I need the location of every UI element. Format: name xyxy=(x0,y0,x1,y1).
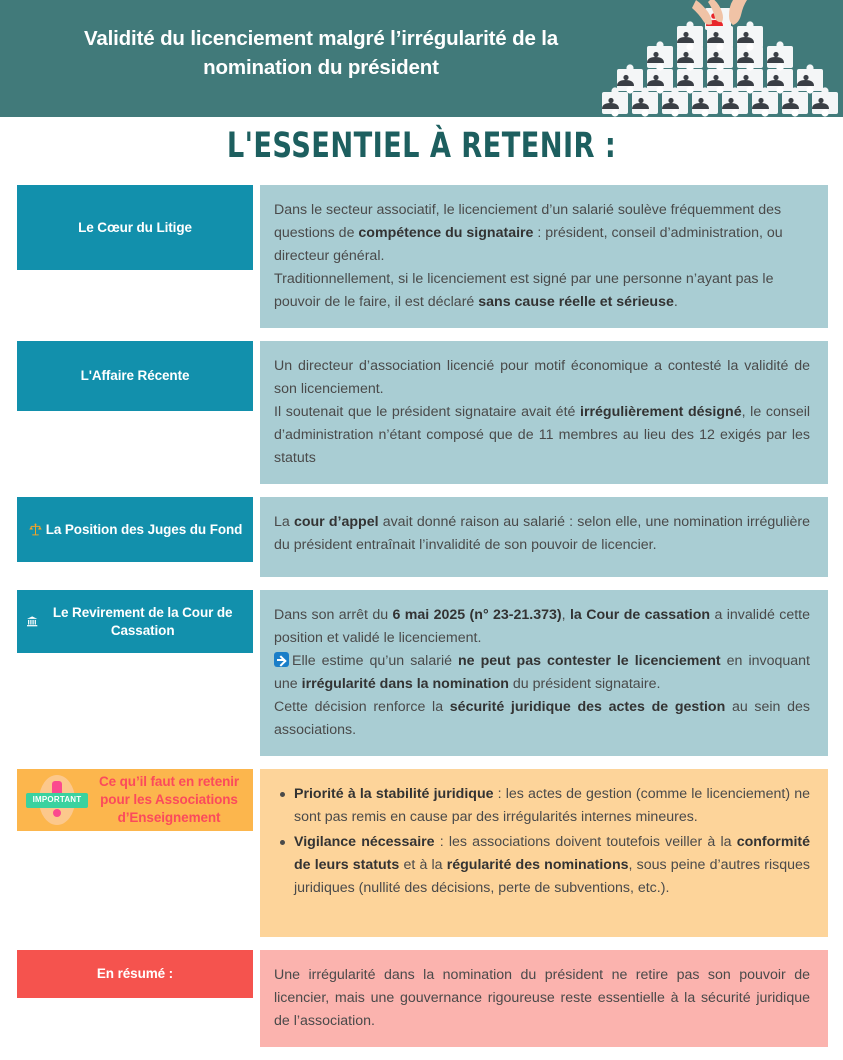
row-affaire-recente xyxy=(0,341,843,484)
paragraph xyxy=(274,199,810,268)
paragraph xyxy=(274,964,810,1033)
row-label-text: Ce qu’il faut en retenir pour les Associations d’Enseignement xyxy=(98,774,240,825)
row-body xyxy=(260,341,828,484)
paragraph xyxy=(274,511,810,557)
important-badge-icon xyxy=(26,774,88,826)
paragraph xyxy=(274,604,810,650)
blue-arrow-icon xyxy=(274,652,289,667)
header-banner xyxy=(0,0,843,117)
text-run-bold: 6 mai 2025 (n° 23-21.373) xyxy=(392,607,562,623)
text-run: : les associations doivent toutefois veiller à la xyxy=(434,834,737,850)
text-run-bold: cour d’appel xyxy=(293,514,379,530)
row-label xyxy=(17,341,253,411)
row-position-juges-du-fond xyxy=(0,497,843,577)
text-run: au sein des associations. xyxy=(274,699,810,738)
text-run: Cette décision renforce la xyxy=(274,699,450,715)
list-item xyxy=(294,783,810,829)
text-run-bold: régularité des nominations xyxy=(446,857,629,873)
text-run: et à la xyxy=(399,857,447,873)
text-run: , xyxy=(561,607,570,623)
important-badge-text: IMPORTANT xyxy=(26,793,88,808)
row-label-text: Le Revirement de la Cour de Cassation xyxy=(52,604,233,638)
section-title: L'ESSENTIEL À RETENIR : xyxy=(226,126,617,166)
text-run-bold: ne peut pas contester le licenciement xyxy=(458,653,721,669)
row-label xyxy=(17,185,253,270)
paragraph xyxy=(274,268,810,314)
row-label-text: En résumé : xyxy=(96,966,174,982)
text-run-bold: irrégularité dans la nomination xyxy=(301,676,509,692)
paragraph xyxy=(274,696,810,742)
page-title: Validité du licenciement malgré l’irrégularité de la nomination du président xyxy=(83,27,559,80)
classical-building-icon xyxy=(26,614,38,629)
text-run-bold: conformité de leurs statuts xyxy=(294,834,810,873)
text-run: en invoquant une xyxy=(274,653,810,692)
puzzle-pyramid-illustration xyxy=(600,0,843,117)
row-coeur-du-litige xyxy=(0,185,843,328)
row-body xyxy=(260,950,828,1047)
text-run: Un directeur d’association licencié pour motif économique a contesté la validité de son licenciement. xyxy=(274,358,810,397)
text-run: Une irrégularité dans la nomination du président ne retire pas son pouvoir de licencier, mais une gouvernance rigoureuse reste essentielle à la sécurité juridique de l’association. xyxy=(274,967,810,1029)
row-body xyxy=(260,590,828,756)
text-run: , le conseil d’administration n’étant composé que de 11 membres au lieu des 12 exigés par les statuts xyxy=(274,404,811,466)
text-run: : les actes de gestion (comme le licenciement) ne sont pas remis en cause par des irrégularités internes mineures. xyxy=(294,786,810,825)
row-label xyxy=(17,950,253,998)
row-label-text: Le Cœur du Litige xyxy=(78,219,192,235)
bullet-list xyxy=(274,783,810,900)
text-run: Dans son arrêt du xyxy=(274,607,393,623)
row-label xyxy=(17,497,253,562)
text-run-bold: irrégulièrement désigné xyxy=(580,404,742,420)
text-run: , sous peine d’autres risques juridiques (nullité des décisions, perte de subventions, etc.). xyxy=(294,857,810,896)
scales-of-justice-icon xyxy=(28,522,43,537)
row-body xyxy=(260,769,828,937)
text-run-bold: Priorité à la stabilité juridique xyxy=(294,786,494,802)
text-run: Il soutenait que le président signataire avait été xyxy=(274,404,581,420)
row-revirement-cour-cassation xyxy=(0,590,843,756)
row-label-text: L'Affaire Récente xyxy=(80,368,190,384)
text-run: . xyxy=(673,294,678,310)
text-run: du président signataire. xyxy=(508,676,661,692)
text-run: Elle estime qu’un salarié xyxy=(292,653,458,669)
paragraph xyxy=(274,355,810,401)
text-run-bold: Vigilance nécessaire xyxy=(294,834,435,850)
text-run: : président, conseil d’administration, ou directeur général. xyxy=(274,225,783,264)
text-run-bold: la Cour de cassation xyxy=(569,607,711,623)
text-run: avait donné raison au salarié : selon elle, une nomination irrégulière du président entraînait l’invalidité de son pouvoir de licencier. xyxy=(274,514,810,553)
row-label xyxy=(17,769,253,831)
row-body xyxy=(260,497,828,577)
text-run: La xyxy=(274,514,294,530)
text-run: Traditionnellement, si le licenciement est signé par une personne n’ayant pas le pouvoir de le faire, il est déclaré xyxy=(274,271,774,310)
row-associations-enseignement xyxy=(0,769,843,937)
paragraph xyxy=(274,401,810,470)
row-label-text: La Position des Juges du Fond xyxy=(45,521,243,537)
paragraph xyxy=(274,650,810,696)
text-run: Dans le secteur associatif, le licenciement d’un salarié soulève fréquemment des questions de xyxy=(274,202,782,241)
row-label xyxy=(17,590,253,653)
list-item xyxy=(294,831,810,900)
text-run-bold: compétence du signataire xyxy=(358,225,534,241)
content-rows xyxy=(0,185,843,1060)
text-run-bold: sans cause réelle et sérieuse xyxy=(478,294,674,310)
row-body xyxy=(260,185,828,328)
text-run-bold: sécurité juridique des actes de gestion xyxy=(449,699,726,715)
text-run: a invalidé cette position et validé le licenciement. xyxy=(274,607,811,646)
row-en-resume xyxy=(0,950,843,1047)
